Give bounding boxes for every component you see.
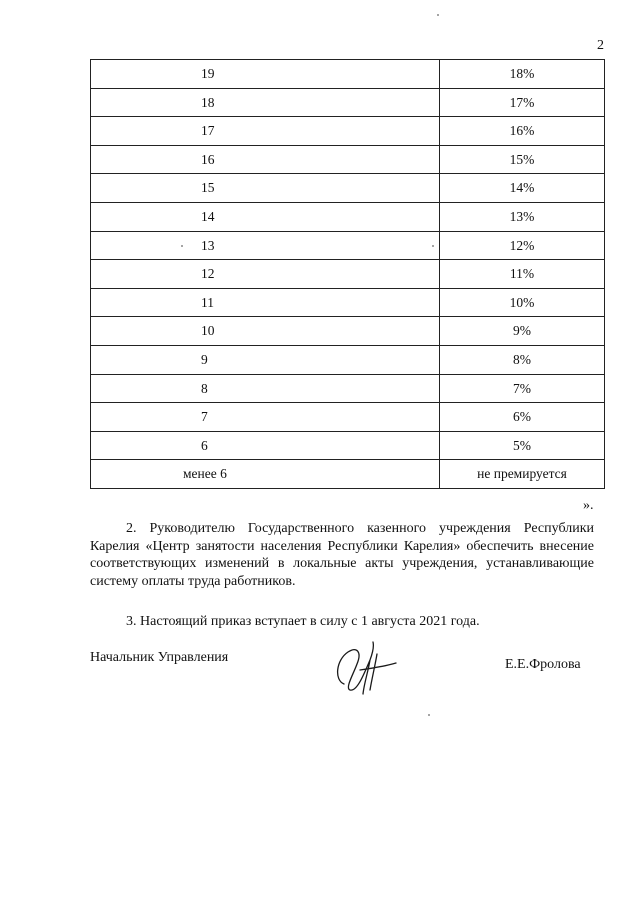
table-row <box>91 60 605 89</box>
years-cell: 12 <box>91 260 440 289</box>
scan-speck <box>437 14 439 16</box>
years-cell: 15 <box>91 174 440 203</box>
years-cell: 18 <box>91 88 440 117</box>
table-row <box>91 260 605 289</box>
percent-cell: 17% <box>440 88 605 117</box>
signatory-role: Начальник Управления <box>90 650 229 665</box>
percent-cell: 12% <box>440 231 605 260</box>
scan-speck <box>428 714 430 716</box>
table-row <box>91 231 605 260</box>
page-number: 2 <box>597 38 604 53</box>
years-cell: 13 <box>91 231 440 260</box>
table-row <box>91 202 605 231</box>
percent-cell: 16% <box>440 117 605 146</box>
percent-cell: 11% <box>440 260 605 289</box>
table-row <box>91 117 605 146</box>
percent-cell: 13% <box>440 202 605 231</box>
years-cell: 19 <box>91 60 440 89</box>
years-cell: 9 <box>91 345 440 374</box>
years-cell: 17 <box>91 117 440 146</box>
table-row <box>91 460 605 489</box>
table-row <box>91 317 605 346</box>
signatory-name: Е.Е.Фролова <box>505 657 581 672</box>
years-cell: менее 6 <box>91 460 440 489</box>
table-row <box>91 374 605 403</box>
percent-cell: 5% <box>440 431 605 460</box>
table-row <box>91 403 605 432</box>
percent-cell: 14% <box>440 174 605 203</box>
percent-cell: 7% <box>440 374 605 403</box>
table-row <box>91 345 605 374</box>
years-cell: 7 <box>91 403 440 432</box>
percent-cell: 10% <box>440 288 605 317</box>
years-cell: 6 <box>91 431 440 460</box>
scan-speck <box>181 245 183 247</box>
percent-cell: не премируется <box>440 460 605 489</box>
table-body <box>91 60 605 489</box>
percent-cell: 8% <box>440 345 605 374</box>
paragraph-3: 3. Настоящий приказ вступает в силу с 1 августа 2021 года. <box>126 614 480 629</box>
paragraph-2: 2. Руководителю Государственного казенного учреждения Республики Карелия «Центр занятости населения Республики Карелия» обеспечить внесение соответствующих изменений в локальные акты учреждения, устанавливающие систему оплаты труда работников. <box>90 521 594 589</box>
table-row <box>91 145 605 174</box>
years-cell: 8 <box>91 374 440 403</box>
percent-cell: 15% <box>440 145 605 174</box>
percent-cell: 6% <box>440 403 605 432</box>
table-row <box>91 288 605 317</box>
years-cell: 16 <box>91 145 440 174</box>
closing-quote: ». <box>583 498 594 513</box>
scan-speck <box>432 245 434 247</box>
percent-cell: 18% <box>440 60 605 89</box>
years-cell: 10 <box>91 317 440 346</box>
table-row <box>91 431 605 460</box>
years-cell: 14 <box>91 202 440 231</box>
percent-cell: 9% <box>440 317 605 346</box>
bonus-table <box>90 59 605 489</box>
table-row <box>91 88 605 117</box>
handwritten-signature <box>330 638 400 700</box>
years-cell: 11 <box>91 288 440 317</box>
table-row <box>91 174 605 203</box>
